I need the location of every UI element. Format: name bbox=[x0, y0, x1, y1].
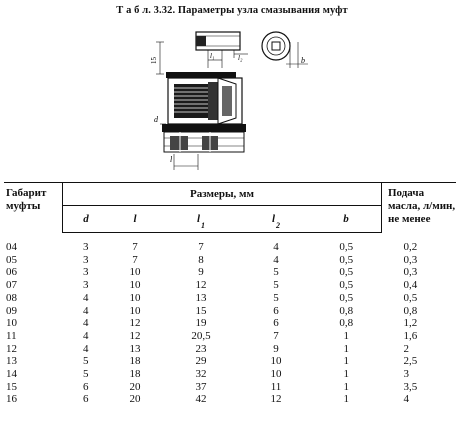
cell-g: 04 bbox=[6, 240, 17, 253]
cell-g: 10 bbox=[6, 317, 17, 330]
header-gabarit: Габарит муфты bbox=[4, 183, 63, 233]
cell-b: 1 bbox=[343, 355, 349, 368]
coupling-body bbox=[162, 72, 246, 152]
header-b: b bbox=[311, 206, 382, 233]
header-sizes: Размеры, мм bbox=[63, 183, 382, 206]
header-l2: $l_2$ bbox=[241, 206, 311, 233]
table-caption: Т а б л. 3.32. Параметры узла смазывания муфт bbox=[116, 5, 348, 16]
cell-b: 0,5 bbox=[339, 291, 354, 304]
label-l1: l₁ bbox=[210, 52, 215, 60]
table-row bbox=[4, 330, 456, 343]
cell-l2: 10 bbox=[270, 368, 282, 381]
cell-l: 20 bbox=[129, 393, 141, 406]
cell-q: 0,3 bbox=[403, 266, 418, 279]
cell-g: 08 bbox=[6, 291, 17, 304]
cell-l: 10 bbox=[129, 266, 141, 279]
label-b: b bbox=[301, 56, 305, 65]
cell-l1: 37 bbox=[195, 380, 207, 393]
cell-q: 0,4 bbox=[403, 279, 418, 292]
cell-q: 1,6 bbox=[403, 329, 418, 342]
cell-b: 1 bbox=[343, 380, 349, 393]
cell-q: 2 bbox=[403, 342, 409, 355]
section-slot bbox=[272, 42, 280, 50]
table-row bbox=[4, 233, 456, 254]
cell-l2: 9 bbox=[273, 342, 279, 355]
table-row bbox=[4, 355, 456, 368]
cell-d: 3 bbox=[83, 266, 89, 279]
cell-l1: 19 bbox=[195, 317, 207, 330]
cell-b: 0,8 bbox=[339, 304, 354, 317]
cell-l1: 8 bbox=[198, 253, 204, 266]
table-row bbox=[4, 305, 456, 318]
cell-d: 4 bbox=[83, 329, 89, 342]
cell-b: 1 bbox=[343, 342, 349, 355]
header-oil-flow: Подача масла, л/мин, не менее bbox=[382, 183, 457, 233]
cell-l: 10 bbox=[129, 279, 141, 292]
cell-g: 14 bbox=[6, 368, 17, 381]
cell-l1: 15 bbox=[195, 304, 207, 317]
cell-b: 0,8 bbox=[339, 317, 354, 330]
cell-d: 5 bbox=[83, 355, 89, 368]
cell-l: 13 bbox=[129, 342, 141, 355]
cell-d: 5 bbox=[83, 368, 89, 381]
cell-q: 4 bbox=[403, 393, 409, 406]
cell-q: 0,2 bbox=[403, 240, 418, 253]
cell-q: 0,3 bbox=[403, 253, 418, 266]
table-row bbox=[4, 266, 456, 279]
lubrication-parameters-table bbox=[4, 182, 456, 406]
cell-l1: 13 bbox=[195, 291, 207, 304]
cell-g: 11 bbox=[6, 329, 17, 342]
cell-l2: 7 bbox=[273, 329, 279, 342]
cell-l1: 9 bbox=[198, 266, 204, 279]
table-row bbox=[4, 317, 456, 330]
cell-g: 13 bbox=[6, 355, 17, 368]
table-row bbox=[4, 279, 456, 292]
header-l: l bbox=[109, 206, 161, 233]
cell-l2: 4 bbox=[273, 241, 279, 253]
cross-section-drawing bbox=[258, 26, 310, 70]
cell-b: 1 bbox=[343, 393, 349, 406]
table-row bbox=[4, 381, 456, 394]
cell-d: 4 bbox=[83, 317, 89, 330]
cell-d: 3 bbox=[83, 279, 89, 292]
cell-l2: 11 bbox=[270, 380, 282, 393]
cell-q: 3,5 bbox=[403, 380, 418, 393]
cell-b: 1 bbox=[343, 329, 349, 342]
cell-l1: 29 bbox=[195, 355, 207, 368]
cell-g: 05 bbox=[6, 253, 17, 266]
cell-l2: 4 bbox=[273, 253, 279, 266]
cell-l2: 5 bbox=[273, 266, 279, 279]
label-d: d bbox=[154, 115, 158, 124]
cell-d: 4 bbox=[83, 304, 89, 317]
cell-b: 1 bbox=[343, 368, 349, 381]
cell-l: 10 bbox=[129, 304, 141, 317]
cell-g: 15 bbox=[6, 380, 17, 393]
cell-d: 6 bbox=[83, 393, 89, 406]
cell-q: 1,2 bbox=[403, 317, 418, 330]
cell-d: 3 bbox=[83, 241, 89, 253]
cell-b: 0,5 bbox=[339, 266, 354, 279]
cell-b: 0,5 bbox=[339, 279, 354, 292]
cell-l2: 6 bbox=[273, 304, 279, 317]
cell-l1: 23 bbox=[195, 342, 207, 355]
cell-l1: 32 bbox=[195, 368, 207, 381]
cell-d: 6 bbox=[83, 380, 89, 393]
cell-l: 18 bbox=[129, 368, 141, 381]
cell-l1: 7 bbox=[198, 241, 204, 253]
section-outer-circle bbox=[262, 32, 290, 60]
header-l1: $l_1$ bbox=[161, 206, 241, 233]
cell-l2: 12 bbox=[270, 393, 282, 406]
table-row bbox=[4, 343, 456, 356]
cell-g: 07 bbox=[6, 279, 17, 292]
label-15: 15 bbox=[150, 57, 158, 64]
cell-l1: 42 bbox=[195, 393, 207, 406]
cell-d: 3 bbox=[83, 253, 89, 266]
table-row bbox=[4, 254, 456, 267]
cell-l: 12 bbox=[129, 317, 141, 330]
cell-q: 0,5 bbox=[403, 291, 418, 304]
cell-q: 0,8 bbox=[403, 304, 418, 317]
table-row bbox=[4, 368, 456, 381]
cell-l2: 5 bbox=[273, 291, 279, 304]
cell-b: 0,5 bbox=[339, 241, 354, 253]
cell-b: 0,5 bbox=[339, 253, 354, 266]
nozzle-detail bbox=[196, 32, 248, 68]
cell-d: 4 bbox=[83, 291, 89, 304]
cell-g: 16 bbox=[6, 393, 17, 406]
cell-d: 4 bbox=[83, 342, 89, 355]
cell-q: 2,5 bbox=[403, 355, 418, 368]
cell-l1: 12 bbox=[195, 279, 207, 292]
cell-l: 10 bbox=[129, 291, 141, 304]
cell-l: 20 bbox=[129, 380, 141, 393]
cell-l: 7 bbox=[132, 253, 138, 266]
cell-l: 7 bbox=[132, 241, 138, 253]
section-inner-circle bbox=[267, 37, 285, 55]
cell-l2: 6 bbox=[273, 317, 279, 330]
cell-l1: 20,5 bbox=[191, 329, 211, 342]
label-l2: l₂ bbox=[238, 54, 243, 62]
label-l: l bbox=[170, 155, 173, 164]
cell-l2: 10 bbox=[270, 355, 282, 368]
cell-q: 3 bbox=[403, 368, 409, 381]
cell-l2: 5 bbox=[273, 279, 279, 292]
header-d: d bbox=[63, 206, 110, 233]
cell-g: 09 bbox=[6, 304, 17, 317]
table-row bbox=[4, 292, 456, 305]
table-row bbox=[4, 393, 456, 406]
cell-g: 06 bbox=[6, 266, 17, 279]
cell-g: 12 bbox=[6, 342, 17, 355]
cell-l: 12 bbox=[129, 329, 141, 342]
cell-l: 18 bbox=[129, 355, 141, 368]
